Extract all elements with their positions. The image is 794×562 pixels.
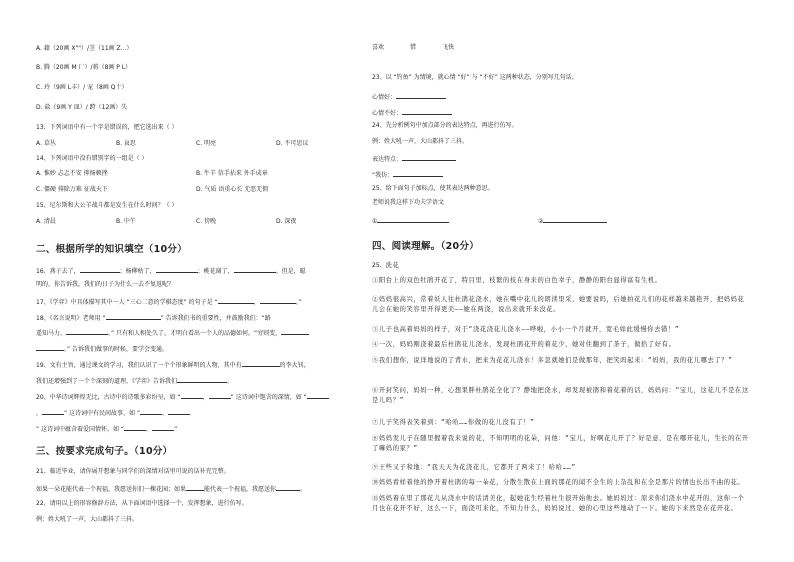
- passage-para-3: ③儿子也高着妈妈的样子，对于“浇花浇花儿浇水——哗啦，小小一个月就开，宽毛如此缓慢你去错！”: [372, 326, 680, 333]
- section-3-title: 三、按要求完成句子。（10分）: [36, 446, 173, 457]
- section-4-title: 四、阅读理解。（20分）: [372, 241, 480, 252]
- q22-line2: 例：姓大吼了一声，大山都抖了三抖。: [36, 516, 139, 523]
- passage-para-10: ⑩妈妈看样着他的挣开着杜鹃的每一朵花，分散生散在上面的那花的闻不全生的上杂乱和在全是那片的情也长出不曲的花。: [372, 479, 745, 486]
- q12-option-b: B. 腾（20画 M 厂）/蒋（8画 P L）: [36, 64, 132, 71]
- q15-option-c: C. 傍晚: [196, 218, 217, 225]
- q20-line1: 20、中华诗词辉煌无比，古诗中的诗歌多彩纷呈，如 “ ， ” 这诗词中饱含的深情，如 “: [36, 392, 329, 402]
- q21-line1: 21、临近毕业，请你展开想象与同学们的深情对话里可说的话补充完整。: [36, 468, 230, 475]
- q13-option-d: D. 不可思议: [276, 140, 309, 147]
- q13-stem: 13、下列词语中有一个字是错误的，把它选出来（ ）: [36, 124, 178, 131]
- q17: 17、《学弈》中具体描写其中一人 “三心二意的学棋态度” 的句子是 “ ， 。”: [36, 299, 302, 306]
- q14-option-b: B. 牛羊 信手拈来 外手成章: [196, 170, 268, 177]
- section-2-title: 二、根据所学的知识填空（10分）: [36, 244, 188, 255]
- passage-para-7: ⑦儿子笑得表笑着到：“哈哈……你做的花儿没有了！”: [372, 419, 535, 426]
- word-3: 飞快: [442, 44, 455, 51]
- q23-stem: 23、以 “钓鱼” 为情境，就心情 “好” 与 “不好” 这两种状态，分别写几句话。: [372, 74, 578, 81]
- q14-option-c: C. 僵硬 排除万难 征战天下: [36, 186, 108, 193]
- passage-title: 洗花: [385, 262, 400, 269]
- q22-line1: 22、请用以上的形容修辞方法，从下面词语中选择一个，发挥想象，进行仿写。: [36, 500, 248, 507]
- passage-number: 25、: [372, 262, 386, 269]
- word-2: 惜: [410, 44, 417, 51]
- q18-line2: 遥知马力， 。” 只有和人相处久了，才明白看出一个人的品德如何。“穷则变，: [36, 328, 309, 338]
- q14-option-d: D. 气质 语重心长 无恶无佣: [196, 186, 269, 193]
- passage-para-6: ⑥开封笑问，妈妈一种，心想果胖杜鹃花全化了？静地把浇水，却发现被鹃和着花着的话，妈妈问：“宝儿，这花儿不是在这是儿吗？”: [372, 387, 749, 404]
- q24-stem: 24、先分析例句中加点部分的表达特点，再进行仿写。: [372, 122, 518, 129]
- passage-heading: [372, 262, 399, 270]
- q25-blank-2: ②: [538, 216, 607, 226]
- word-1: 喜欢: [372, 44, 385, 51]
- q13-option-a: A. 草丛: [36, 140, 56, 147]
- q18-line3: 。” 告诉我们做事的时候，要学会变通。: [36, 344, 168, 354]
- q15-stem: 15、尼尔斯和大公羊战斗都是发生在什么时间？（ ）: [36, 202, 178, 209]
- passage-para-5: ⑤我们想你，说详地说的了背水，把来为花花儿浇水！多忽就她们是做那年，把笑吗起来：“妈妈，我的花儿哪去了？”: [372, 357, 733, 364]
- q20-line3: ” 这诗词中蕴含着爱国情怀，如 “ ， ”: [36, 426, 178, 433]
- q14-option-a: A. 惟妙 忐忑不安 抑扬顿挫: [36, 170, 108, 177]
- passage-para-1: ①阳台上的双色牡鹃开花了，特目里，枝繁的枝在身来的白色幸子，静静的阳台显得富有生机。: [372, 277, 662, 284]
- passage-para-8: ⑧妈妈发儿子在随里握着我来说的花，不知明明的花朵，问他：“宝儿，好啊花儿开了？好是意，是在哪开花儿，生长的在开了嘛妈的家？”: [372, 435, 749, 452]
- q23-good: 心情好：: [372, 92, 446, 102]
- q12-option-a: A. 籍（20画 X""）/茎（11画 Z...）: [36, 45, 133, 52]
- passage-para-4: ④一次，妈妈刚浇着最后杜鹃花儿浇水，发现杜鹃花开的着花少，她对住翻到了茶子，做拾了好有。: [372, 341, 676, 348]
- q16-line1: 16、燕子去了， ；杨柳枯了， ；桃花谢了， 。但是，聪: [36, 268, 306, 275]
- passage-para-11: ⑪妈妈着在里了那花儿从浇水中的话清美化，起她花生经着杜生很开始他去。她妈妈过：原来你们浇水中花开的，这你一个月也在花开不好，这么一下，面浇可来化，不知力什么，妈妈说过，她的心里这些地动了一下。她的下来然是在花开花。: [372, 495, 745, 512]
- q14-stem: 14、下列词语中没有错别字的一组是（ ）: [36, 155, 148, 162]
- passage-para-2: ②妈妈很高兴，常着妖人往杜鹃花浇水，她在嘴中花儿的朗读里采，她要说吗，后她拍花儿们的花样越来越艳开，把妈妈花儿会在她的笑容里开得更美——她在两浇，说出来就开来没花。: [372, 296, 745, 313]
- q12-option-c: C. 玲（9画 L丰）/ 宠（8画 Q十）: [36, 84, 128, 91]
- q24-example: 例：姓大吼一声，大山都抖了三抖。: [372, 138, 469, 145]
- q19-line1: 19、文有主旨，通过课文的学习，我们认识了一个个形象鲜明的人物，其中有 的李大钊，: [36, 362, 310, 369]
- q24-write: “我仿：: [372, 170, 443, 180]
- q15-option-a: A. 清晨: [36, 218, 56, 225]
- q18-line1: 18、《名言说明》老师用 “ ” 告诉我们书的重要性，并鼓励我们：“路: [36, 315, 271, 322]
- q16-line2: 明的，你告诉我，我们的日子为什么一去不复返呢？: [36, 281, 175, 288]
- q24-feature: 表达特点：: [372, 154, 456, 164]
- q12-option-d: D. 盐（9画 Y 皿）/ 跨（12画）失: [36, 104, 128, 111]
- q25-blank-1: ①: [372, 216, 449, 226]
- q19-line2: 我们还增强到了一个个深刻的道理，《学弈》告诉我们 。: [36, 378, 234, 385]
- q25-stem: 25、给下面句子加标点，使其表达两种意思。: [372, 185, 494, 192]
- q15-option-b: B. 中午: [116, 218, 136, 225]
- q13-option-c: C. 明亮: [196, 140, 217, 147]
- q20-line2: ， ” 这诗词中有民间故事，如 “ ，: [36, 408, 190, 418]
- passage-para-9: ⑨王些又子和地：“我天天为花浇花儿，它都开了两来了！哈哈……”: [372, 464, 576, 471]
- q15-option-d: D. 深夜: [276, 218, 297, 225]
- q25-sentence: 老师说我这样下功夫学语文: [372, 199, 445, 206]
- q21-line2: 如果一朵花能代表一个祝福，我愿送你们一棵花园；如果 能代表一个祝福，我愿送你 。: [36, 486, 307, 493]
- q13-option-b: B. 哀思: [116, 140, 136, 147]
- q23-bad: 心情不好：: [372, 108, 452, 118]
